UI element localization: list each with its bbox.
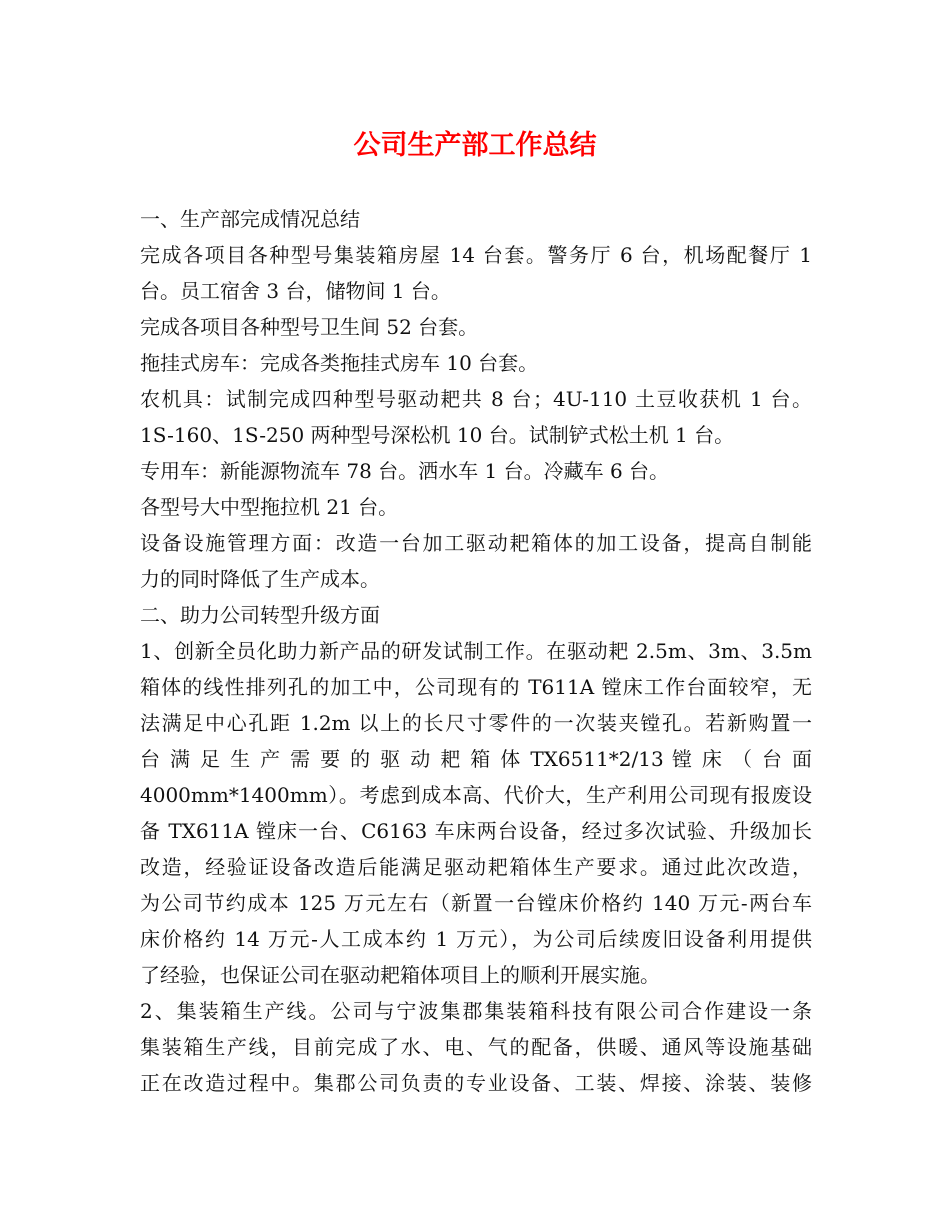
text-line: 为公司节约成本 125 万元左右（新置一台镗床价格约 140 万元-两台车 bbox=[140, 891, 812, 915]
text-line: 完成各项目各种型号卫生间 52 台套。 bbox=[140, 315, 479, 339]
document-title: 公司生产部工作总结 bbox=[353, 130, 597, 161]
text-line: 二、助力公司转型升级方面 bbox=[140, 603, 380, 627]
text-line: 完成各项目各种型号集装箱房屋 14 台套。警务厅 6 台，机场配餐厅 1 bbox=[140, 243, 812, 267]
text-line: 床价格约 14 万元-人工成本约 1 万元），为公司后续废旧设备利用提供 bbox=[140, 927, 812, 951]
text-line: 力的同时降低了生产成本。 bbox=[140, 567, 380, 591]
document-body bbox=[140, 201, 812, 1101]
text-line: 1、创新全员化助力新产品的研发试制工作。在驱动耙 2.5m、3m、3.5m bbox=[140, 639, 812, 663]
text-line: 拖挂式房车：完成各类拖挂式房车 10 台套。 bbox=[140, 351, 539, 375]
text-line: 台。员工宿舍 3 台，储物间 1 台。 bbox=[140, 279, 451, 303]
text-line: 农机具：试制完成四种型号驱动耙共 8 台；4U-110 土豆收获机 1 台。 bbox=[140, 387, 812, 411]
text-line: 集装箱生产线，目前完成了水、电、气的配备，供暖、通风等设施基础 bbox=[140, 1035, 812, 1059]
text-line: 一、生产部完成情况总结 bbox=[140, 207, 360, 231]
text-line: 备 TX611A 镗床一台、C6163 车床两台设备，经过多次试验、升级加长 bbox=[140, 819, 812, 843]
text-line: 箱体的线性排列孔的加工中，公司现有的 T611A 镗床工作台面较窄，无 bbox=[140, 675, 812, 699]
text-line: 各型号大中型拖拉机 21 台。 bbox=[140, 495, 399, 519]
text-line: 4000mm*1400mm）。考虑到成本高、代价大，生产利用公司现有报废设 bbox=[140, 783, 812, 807]
text-line: 了经验，也保证公司在驱动耙箱体项目上的顺利开展实施。 bbox=[140, 963, 660, 987]
text-line: 1S-160、1S-250 两种型号深松机 10 台。试制铲式松土机 1 台。 bbox=[140, 423, 735, 447]
text-line: 设备设施管理方面：改造一台加工驱动耙箱体的加工设备，提高自制能 bbox=[140, 531, 812, 555]
text-line: 法满足中心孔距 1.2m 以上的长尺寸零件的一次装夹镗孔。若新购置一 bbox=[140, 711, 812, 735]
text-line: 2、集装箱生产线。公司与宁波集郡集装箱科技有限公司合作建设一条 bbox=[140, 999, 812, 1023]
text-line: 台 满 足 生 产 需 要 的 驱 动 耙 箱 体 TX6511*2/13 镗 床 （ 台 面 bbox=[140, 747, 812, 771]
text-line: 改造，经验证设备改造后能满足驱动耙箱体生产要求。通过此次改造， bbox=[140, 855, 812, 879]
text-line: 专用车：新能源物流车 78 台。洒水车 1 台。冷藏车 6 台。 bbox=[140, 459, 670, 483]
text-line: 正在改造过程中。集郡公司负责的专业设备、工装、焊接、涂装、装修 bbox=[140, 1071, 812, 1095]
